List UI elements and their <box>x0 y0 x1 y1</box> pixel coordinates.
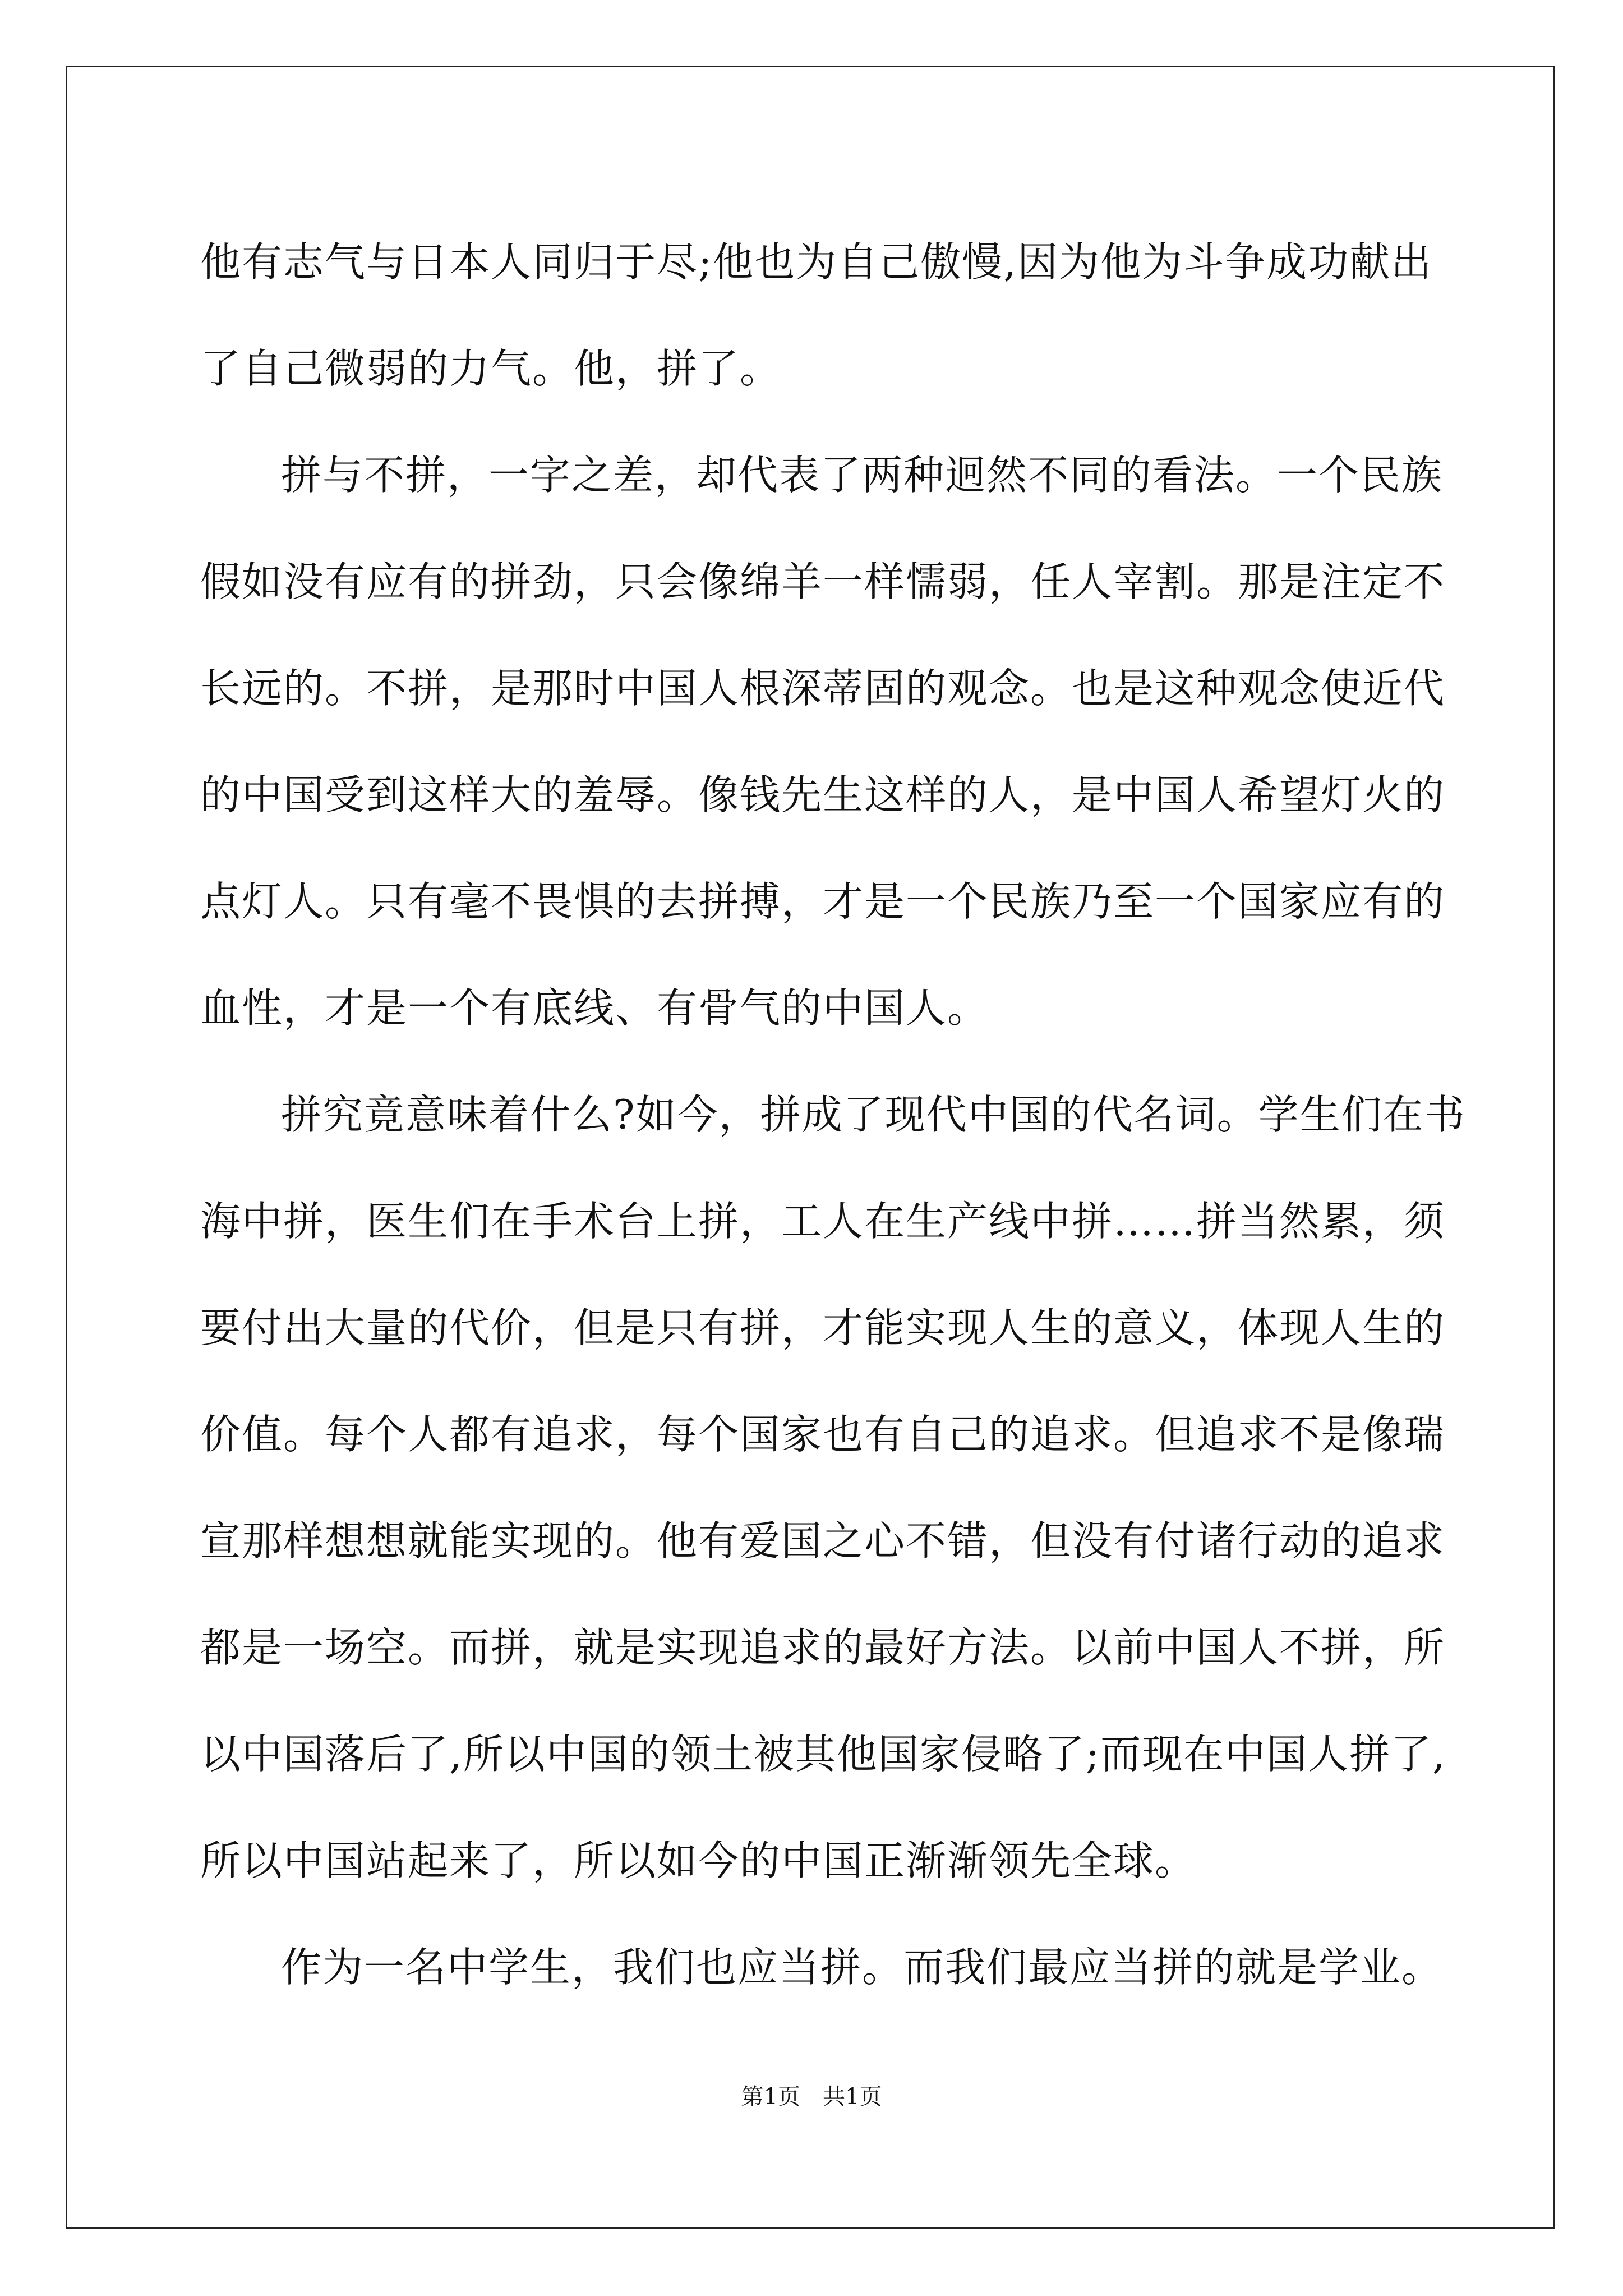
text-line: 以中国落后了,所以中国的领土被其他国家侵略了;而现在中国人拼了, <box>200 1731 1447 1778</box>
text-line: 价值。每个人都有追求，每个国家也有自己的追求。但追求不是像瑞 <box>200 1411 1446 1458</box>
text-line: 要付出大量的代价，但是只有拼，才能实现人生的意义，体现人生的 <box>200 1304 1446 1351</box>
paragraph-start-line: 拼与不拼，一字之差，却代表了两种迥然不同的看法。一个民族 <box>281 452 1444 499</box>
text-line: 的中国受到这样大的羞辱。像钱先生这样的人，是中国人希望灯火的 <box>200 771 1446 818</box>
text-line: 血性，才是一个有底线、有骨气的中国人。 <box>200 984 989 1032</box>
page-footer: 第1页 共1页 <box>741 2084 882 2110</box>
paragraph-start-line: 作为一名中学生，我们也应当拼。而我们最应当拼的就是学业。 <box>281 1944 1444 1991</box>
text-line: 海中拼，医生们在手术台上拼，工人在生产线中拼……拼当然累，须 <box>200 1198 1446 1245</box>
text-line: 都是一场空。而拼，就是实现追求的最好方法。以前中国人不拼，所 <box>200 1624 1446 1671</box>
text-line: 假如没有应有的拼劲，只会像绵羊一样懦弱，任人宰割。那是注定不 <box>200 558 1446 605</box>
document-body <box>200 209 1466 2021</box>
text-line: 他有志气与日本人同归于尽;他也为自己傲慢,因为他为斗争成功献出 <box>200 238 1433 286</box>
paragraph-start-line: 拼究竟意味着什么?如今，拼成了现代中国的代名词。学生们在书 <box>281 1091 1466 1138</box>
text-line: 长远的。不拼，是那时中国人根深蒂固的观念。也是这种观念使近代 <box>200 665 1446 712</box>
text-line: 所以中国站起来了，所以如今的中国正渐渐领先全球。 <box>200 1837 1197 1884</box>
text-line: 了自己微弱的力气。他，拼了。 <box>200 345 782 392</box>
text-line: 宣那样想想就能实现的。他有爱国之心不错，但没有付诸行动的追求 <box>200 1517 1446 1565</box>
text-line: 点灯人。只有毫不畏惧的去拼搏，才是一个民族乃至一个国家应有的 <box>200 878 1446 925</box>
